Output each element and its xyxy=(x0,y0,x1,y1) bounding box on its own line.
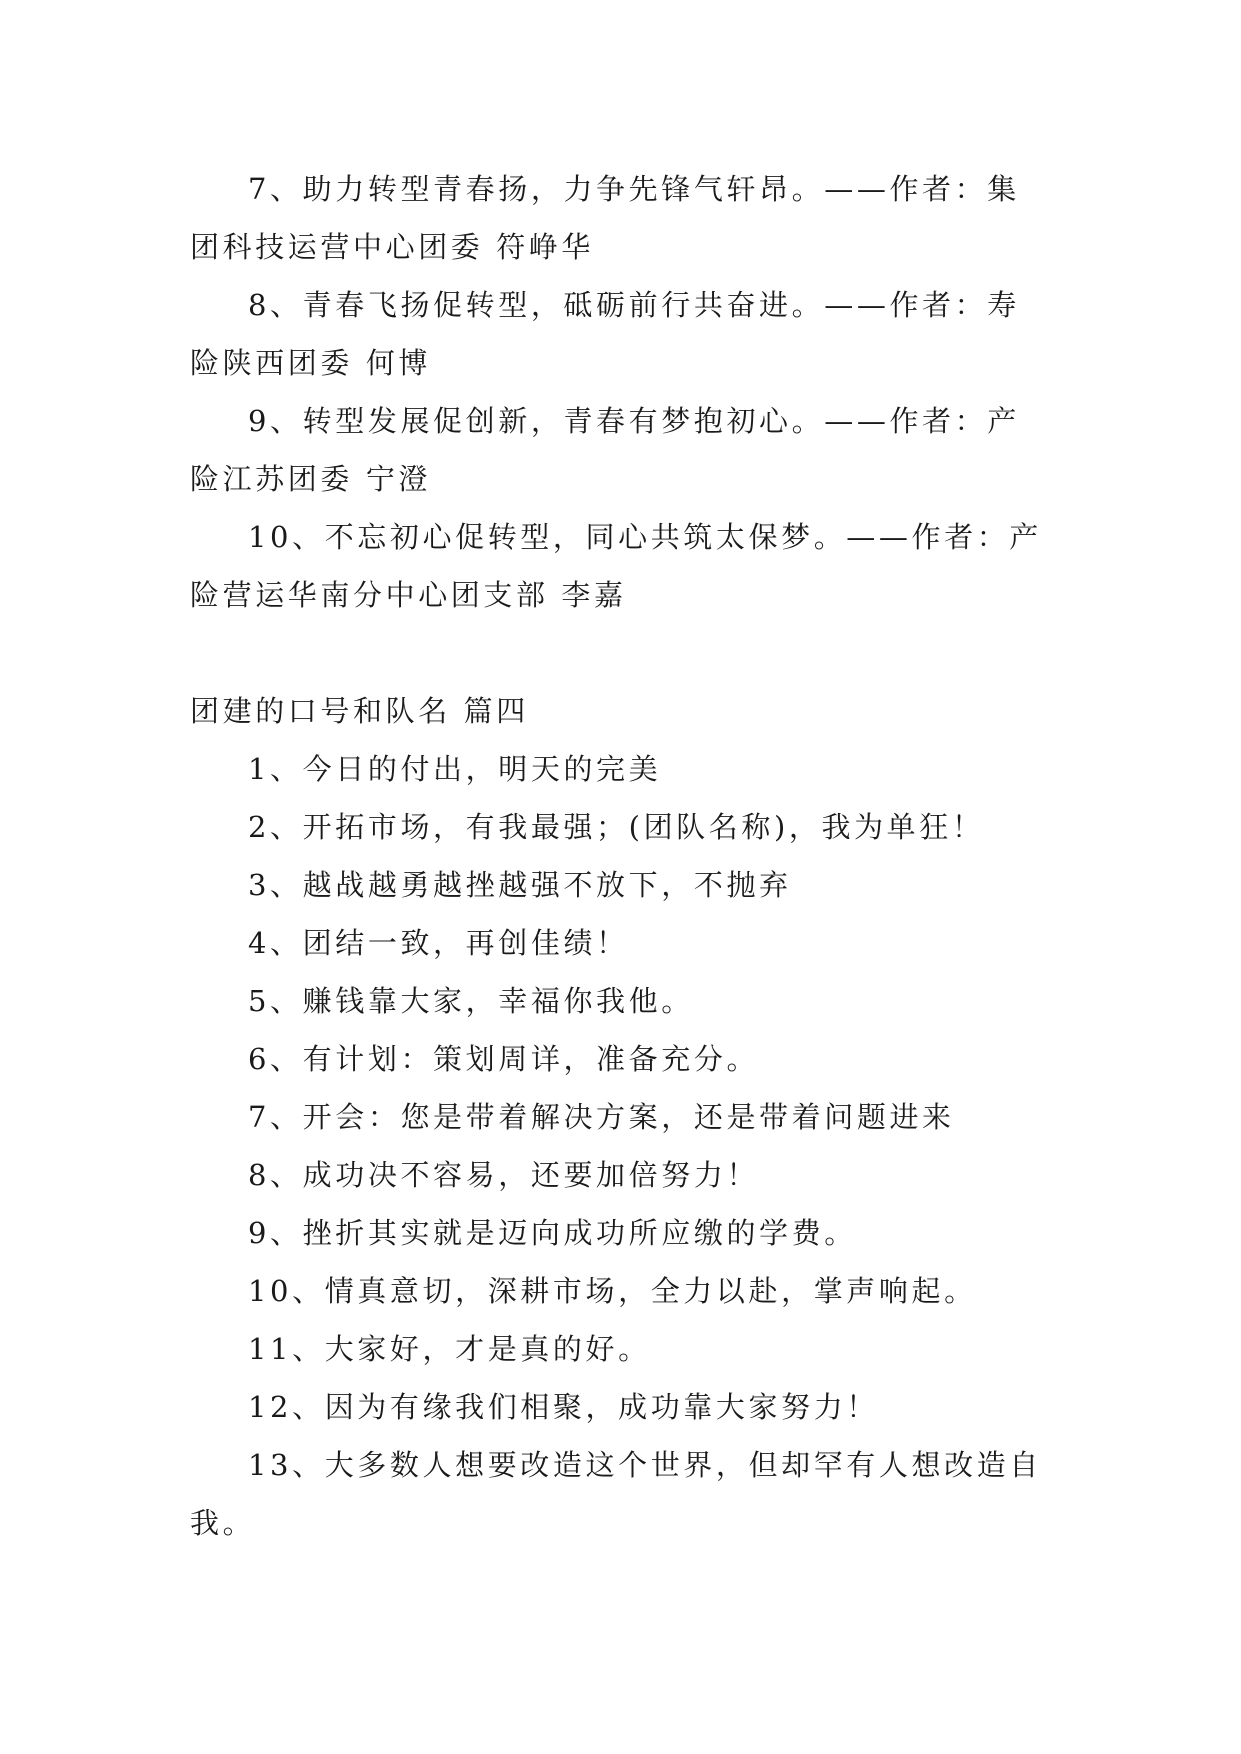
slogan-item: 1、今日的付出，明天的完美 xyxy=(248,752,662,786)
slogan-item: 7、开会：您是带着解决方案，还是带着问题进来 xyxy=(248,1100,955,1134)
slogan-item: 10、情真意切，深耕市场，全力以赴，掌声响起。 xyxy=(248,1274,977,1308)
slogan-item: 8、成功决不容易，还要加倍努力！ xyxy=(248,1158,760,1192)
slogan-item: 12、因为有缘我们相聚，成功靠大家努力！ xyxy=(248,1390,879,1424)
slogan-item: 9、挫折其实就是迈向成功所应缴的学费。 xyxy=(248,1216,857,1250)
section-heading: 团建的口号和队名 篇四 xyxy=(190,694,529,728)
document-body xyxy=(190,160,1052,1552)
slogan-item: 13、大多数人想要改造这个世界，但却罕有人想改造自我。 xyxy=(190,1448,1042,1540)
slogan-item: 11、大家好，才是真的好。 xyxy=(248,1332,651,1366)
slogan-item: 3、越战越勇越挫越强不放下，不抛弃 xyxy=(248,868,792,902)
slogan-paragraph: 9、转型发展促创新，青春有梦抱初心。——作者：产险江苏团委 宁澄 xyxy=(190,404,1020,496)
slogan-paragraph: 7、助力转型青春扬，力争先锋气轩昂。——作者：集团科技运营中心团委 符峥华 xyxy=(190,172,1020,264)
slogan-item: 2、开拓市场，有我最强；(团队名称)，我为单狂！ xyxy=(248,810,985,844)
slogan-paragraph: 10、不忘初心促转型，同心共筑太保梦。——作者：产险营运华南分中心团支部 李嘉 xyxy=(190,520,1042,612)
slogan-item: 5、赚钱靠大家，幸福你我他。 xyxy=(248,984,694,1018)
slogan-item: 6、有计划：策划周详，准备充分。 xyxy=(248,1042,760,1076)
slogan-paragraph: 8、青春飞扬促转型，砥砺前行共奋进。——作者：寿险陕西团委 何博 xyxy=(190,288,1020,380)
slogan-item: 4、团结一致，再创佳绩！ xyxy=(248,926,629,960)
